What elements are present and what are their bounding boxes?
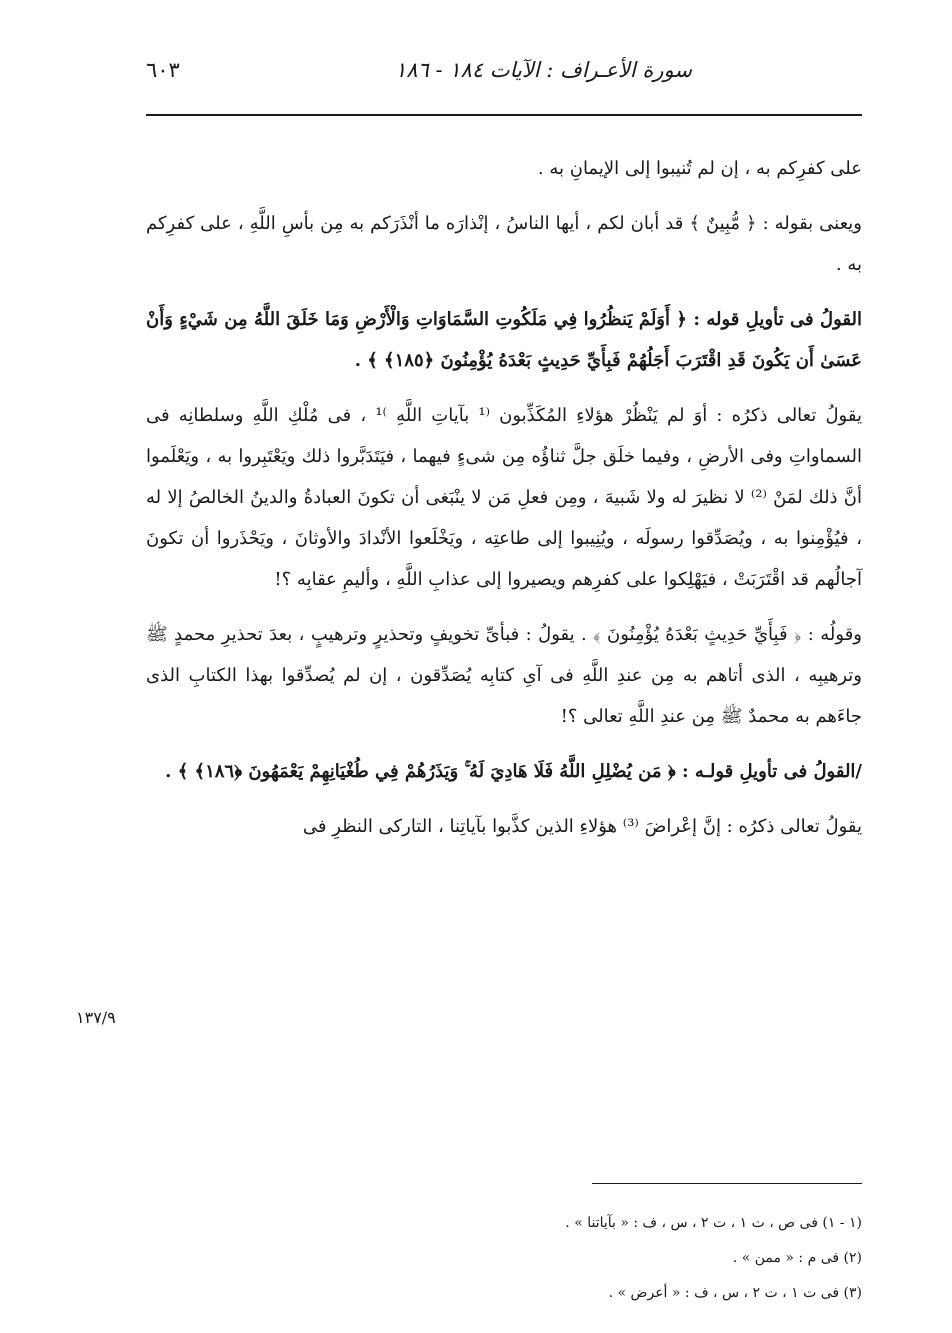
paragraph: يقولُ تعالى ذكرُه : أوَ لم يَنْظُرْ هؤلاءِ المُكَذِّبون ⁽¹ بآياتِ اللَّهِ ⁾¹ ، فى مُلْكِ اللَّهِ وسلطانِه فى السماواتِ وفى الأرضِ ، وفيما خلَق جلَّ ثناؤُه مِن شىءٍ فيهما ، فيَتَدَبَّروا ذلك ويَعْتَبِروا به ، ويَعْلَموا أنَّ ذلك لمَنْ ⁽²⁾ لا نظيرَ له ولا شَبيهَ ، ومِن فعلِ مَن لا ينْبَغى أن تكونَ العبادةُ والدينُ الخالصُ إلا له ، فيُؤْمِنوا به ، ويُصَدِّقوا رسولَه ، ويُنِيبوا إلى طاعتِه ، ويَخْلَعوا الأنْدادَ والأوثانَ ، ويَحْذَروا أن تكونَ آجالُهم قد اقْتَرَبَتْ ، فيَهْلِكوا على كفرِهم ويصيروا إلى عذابِ اللَّهِ ، وأليمِ عقابِه ؟! [146,405,862,590]
surah-title: سورة الأعـراف : الآيات ١٨٤ - ١٨٦ [394,58,692,82]
page-number: ٦٠٣ [146,58,180,82]
paragraph: يقولُ تعالى ذكرُه : إنَّ إعْراضَ ⁽³⁾ هؤلاءِ الذين كذَّبوا بآياتِنا ، التاركى النظرِ فى [302,816,862,837]
footnote: (٣) فى ت ١ ، ت ٢ ، س ، ف : « أعرض » . [608,1285,862,1301]
footnote: (١ - ١) فى ص ، ت ١ ، ت ٢ ، س ، ف : « بآياتنا » . [565,1215,862,1231]
paragraph: وقولُه : ﴿ فَبِأَيِّ حَدِيثٍ بَعْدَهُ يُؤْمِنُونَ ﴾ . يقولُ : فبأىِّ تخويفٍ وتحذيرٍ وترهيبٍ ، بعدَ تحذيرِ محمدٍ ﷺ وترهيبِه ، الذى أتاهم به مِن عندِ اللَّهِ فى آىِ كتابِه يُصَدِّقون ، إن لم يُصدِّقوا بهذا الكتابِ الذى جاءَهم به محمدٌ ﷺ مِن عندِ اللَّهِ تعالى ؟! [146,624,862,727]
verse-heading: /القولُ فى تأويلِ قولـه : ﴿ مَن يُضْلِلِ اللَّهُ فَلَا هَادِيَ لَهُ ۚ وَيَذَرُهُمْ فِي طُغْيَانِهِمْ يَعْمَهُونَ ﴿١٨٦﴾ ﴾ . [165,761,862,782]
footnotes [146,1206,862,1311]
footnote: (٢) فى م : « ممن » . [732,1250,862,1266]
footnote-rule [592,1183,862,1184]
verse-heading: القولُ فى تأويلِ قوله : ﴿ أَوَلَمْ يَنظُرُوا فِي مَلَكُوتِ السَّمَاوَاتِ وَالْأَرْضِ وَمَا خَلَقَ اللَّهُ مِن شَيْءٍ وَأَنْ عَسَىٰ أَن يَكُونَ قَدِ اقْتَرَبَ أَجَلُهُمْ فَبِأَيِّ حَدِيثٍ بَعْدَهُ يُؤْمِنُونَ ﴿١٨٥﴾ ﴾ . [146,309,862,371]
running-head [146,58,862,108]
margin-reference: ١٣٧/٩ [76,1008,116,1027]
paragraph: ويعنى بقوله : ﴿ مُّبِينٌ ﴾ قد أبان لكم ، أيها الناسُ ، إنْذارَه ما أنْذَرَكم به مِن بأسِ اللَّهِ ، على كفرِكم به . [146,213,862,275]
body-text [146,148,862,847]
paragraph: على كفرِكم به ، إن لم تُنيبوا إلى الإيمانِ به . [537,158,862,179]
header-rule [146,114,862,116]
